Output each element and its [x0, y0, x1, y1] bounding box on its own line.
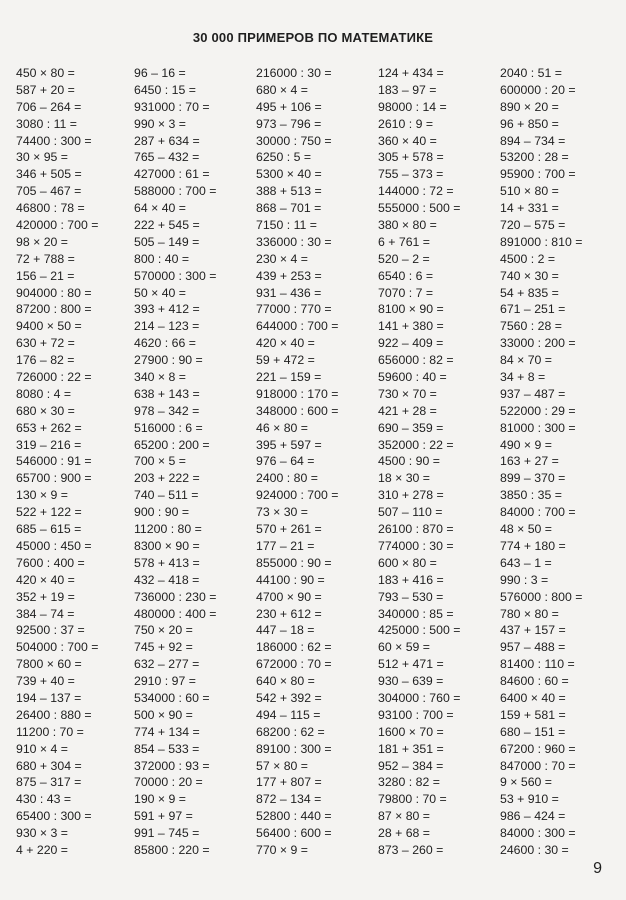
- exercise-item: 74400 : 300 =: [16, 133, 92, 148]
- exercise-item: 690 – 359 =: [378, 420, 444, 435]
- exercise-item: 432 – 418 =: [134, 572, 200, 587]
- exercise-item: 653 + 262 =: [16, 420, 82, 435]
- exercise-item: 348000 : 600 =: [256, 403, 339, 418]
- exercise-item: 194 – 137 =: [16, 690, 82, 705]
- exercise-item: 630 + 72 =: [16, 336, 75, 351]
- exercise-item: 7070 : 7 =: [378, 285, 434, 300]
- exercise-item: 770 × 9 =: [256, 842, 308, 857]
- exercise-item: 872 – 134 =: [256, 792, 322, 807]
- exercise-item: 894 – 734 =: [500, 133, 566, 148]
- exercise-item: 98000 : 14 =: [378, 99, 447, 114]
- exercise-column-5: [500, 65, 582, 859]
- exercise-item: 4500 : 2 =: [500, 251, 556, 266]
- exercise-item: 48 × 50 =: [500, 522, 552, 537]
- exercise-item: 98 × 20 =: [16, 234, 68, 249]
- exercise-item: 3280 : 82 =: [378, 775, 440, 790]
- exercise-item: 230 + 612 =: [256, 606, 322, 621]
- exercise-item: 495 + 106 =: [256, 99, 322, 114]
- exercise-item: 68200 : 62 =: [256, 724, 325, 739]
- exercise-item: 96 – 16 =: [134, 66, 186, 80]
- exercise-item: 214 – 123 =: [134, 319, 200, 334]
- exercise-item: 421 + 28 =: [378, 403, 437, 418]
- exercise-item: 222 + 545 =: [134, 218, 200, 233]
- exercise-item: 643 – 1 =: [500, 555, 552, 570]
- exercise-item: 44100 : 90 =: [256, 572, 325, 587]
- exercise-item: 680 + 304 =: [16, 758, 82, 773]
- exercise-item: 8080 : 4 =: [16, 386, 72, 401]
- exercise-item: 18 × 30 =: [378, 471, 430, 486]
- exercise-item: 937 – 487 =: [500, 386, 566, 401]
- exercise-item: 84600 : 60 =: [500, 674, 569, 689]
- exercise-item: 931 – 436 =: [256, 285, 322, 300]
- exercise-item: 65700 : 900 =: [16, 471, 92, 486]
- exercise-item: 930 × 3 =: [16, 826, 68, 841]
- exercise-item: 141 + 380 =: [378, 319, 444, 334]
- exercise-item: 64 × 40 =: [134, 201, 186, 216]
- exercise-item: 931000 : 70 =: [134, 99, 210, 114]
- exercise-item: 7560 : 28 =: [500, 319, 562, 334]
- exercise-item: 800 : 40 =: [134, 251, 190, 266]
- exercise-column-2: [134, 65, 216, 859]
- exercise-item: 512 + 471 =: [378, 657, 444, 672]
- exercise-item: 372000 : 93 =: [134, 758, 210, 773]
- exercise-item: 542 + 392 =: [256, 690, 322, 705]
- exercise-item: 67200 : 960 =: [500, 741, 576, 756]
- exercise-item: 183 + 416 =: [378, 572, 444, 587]
- exercise-item: 504000 : 700 =: [16, 640, 99, 655]
- exercise-item: 587 + 20 =: [16, 82, 75, 97]
- exercise-item: 855000 : 90 =: [256, 555, 332, 570]
- exercise-item: 957 – 488 =: [500, 640, 566, 655]
- exercise-item: 183 – 97 =: [378, 82, 437, 97]
- exercise-item: 54 + 835 =: [500, 285, 559, 300]
- exercise-item: 216000 : 30 =: [256, 66, 332, 80]
- exercise-item: 578 + 413 =: [134, 555, 200, 570]
- exercise-item: 656000 : 82 =: [378, 353, 454, 368]
- exercise-item: 6540 : 6 =: [378, 268, 434, 283]
- exercise-item: 2610 : 9 =: [378, 116, 434, 131]
- exercise-item: 750 × 20 =: [134, 623, 193, 638]
- exercise-item: 780 × 80 =: [500, 606, 559, 621]
- exercise-item: 4700 × 90 =: [256, 589, 322, 604]
- exercise-item: 352000 : 22 =: [378, 437, 454, 452]
- exercise-item: 680 – 151 =: [500, 724, 566, 739]
- exercise-item: 53200 : 28 =: [500, 150, 569, 165]
- exercise-item: 305 + 578 =: [378, 150, 444, 165]
- exercise-item: 14 + 331 =: [500, 201, 559, 216]
- exercise-item: 680 × 4 =: [256, 82, 308, 97]
- exercise-item: 27900 : 90 =: [134, 353, 203, 368]
- exercise-item: 991 – 745 =: [134, 826, 200, 841]
- exercise-item: 700 × 5 =: [134, 454, 186, 469]
- exercise-item: 56400 : 600 =: [256, 826, 332, 841]
- exercise-item: 52800 : 440 =: [256, 809, 332, 824]
- exercise-item: 181 + 351 =: [378, 741, 444, 756]
- exercise-item: 73 × 30 =: [256, 505, 308, 520]
- exercise-item: 144000 : 72 =: [378, 184, 454, 199]
- exercise-item: 304000 : 760 =: [378, 690, 461, 705]
- exercise-item: 79800 : 70 =: [378, 792, 447, 807]
- exercise-item: 952 – 384 =: [378, 758, 444, 773]
- exercise-item: 59600 : 40 =: [378, 370, 447, 385]
- exercise-item: 346 + 505 =: [16, 167, 82, 182]
- exercise-item: 30 × 95 =: [16, 150, 68, 165]
- exercise-item: 26100 : 870 =: [378, 522, 454, 537]
- exercise-item: 95900 : 700 =: [500, 167, 576, 182]
- exercise-item: 847000 : 70 =: [500, 758, 576, 773]
- exercise-item: 33000 : 200 =: [500, 336, 576, 351]
- exercise-item: 177 – 21 =: [256, 538, 315, 553]
- exercise-item: 6450 : 15 =: [134, 82, 196, 97]
- exercise-item: 384 – 74 =: [16, 606, 75, 621]
- exercise-item: 640 × 80 =: [256, 674, 315, 689]
- exercise-columns: [0, 65, 626, 855]
- exercise-item: 450 × 80 =: [16, 66, 75, 80]
- exercise-item: 176 – 82 =: [16, 353, 75, 368]
- exercise-item: 546000 : 91 =: [16, 454, 92, 469]
- exercise-item: 4 + 220 =: [16, 842, 68, 857]
- exercise-item: 505 – 149 =: [134, 234, 200, 249]
- exercise-item: 672000 : 70 =: [256, 657, 332, 672]
- exercise-item: 340 × 8 =: [134, 370, 186, 385]
- exercise-item: 420 × 40 =: [16, 572, 75, 587]
- exercise-item: 2040 : 51 =: [500, 66, 562, 80]
- exercise-item: 726000 : 22 =: [16, 370, 92, 385]
- exercise-item: 900 : 90 =: [134, 505, 190, 520]
- exercise-item: 2400 : 80 =: [256, 471, 318, 486]
- exercise-item: 65200 : 200 =: [134, 437, 210, 452]
- exercise-item: 516000 : 6 =: [134, 420, 203, 435]
- exercise-item: 740 – 511 =: [134, 488, 199, 503]
- exercise-item: 739 + 40 =: [16, 674, 75, 689]
- exercise-item: 60 × 59 =: [378, 640, 430, 655]
- exercise-item: 774 + 180 =: [500, 538, 566, 553]
- exercise-item: 480000 : 400 =: [134, 606, 217, 621]
- exercise-item: 3080 : 11 =: [16, 116, 77, 131]
- exercise-item: 899 – 370 =: [500, 471, 566, 486]
- exercise-item: 26400 : 880 =: [16, 707, 92, 722]
- exercise-item: 84 × 70 =: [500, 353, 552, 368]
- exercise-item: 437 + 157 =: [500, 623, 566, 638]
- exercise-item: 930 – 639 =: [378, 674, 444, 689]
- exercise-item: 186000 : 62 =: [256, 640, 332, 655]
- exercise-item: 388 + 513 =: [256, 184, 322, 199]
- exercise-item: 494 – 115 =: [256, 707, 321, 722]
- exercise-item: 87 × 80 =: [378, 809, 430, 824]
- exercise-item: 910 × 4 =: [16, 741, 68, 756]
- exercise-item: 230 × 4 =: [256, 251, 308, 266]
- exercise-item: 638 + 143 =: [134, 386, 200, 401]
- exercise-item: 774 + 134 =: [134, 724, 200, 739]
- exercise-item: 7800 × 60 =: [16, 657, 82, 672]
- exercise-item: 30000 : 750 =: [256, 133, 332, 148]
- exercise-item: 447 – 18 =: [256, 623, 315, 638]
- exercise-item: 976 – 64 =: [256, 454, 315, 469]
- exercise-item: 287 + 634 =: [134, 133, 200, 148]
- exercise-item: 53 + 910 =: [500, 792, 559, 807]
- exercise-item: 1600 × 70 =: [378, 724, 444, 739]
- exercise-item: 352 + 19 =: [16, 589, 75, 604]
- exercise-item: 720 – 575 =: [500, 218, 566, 233]
- exercise-item: 124 + 434 =: [378, 66, 444, 80]
- exercise-item: 439 + 253 =: [256, 268, 322, 283]
- exercise-item: 420 × 40 =: [256, 336, 315, 351]
- exercise-item: 427000 : 61 =: [134, 167, 210, 182]
- exercise-item: 510 × 80 =: [500, 184, 559, 199]
- exercise-item: 765 – 432 =: [134, 150, 200, 165]
- exercise-item: 588000 : 700 =: [134, 184, 217, 199]
- exercise-item: 336000 : 30 =: [256, 234, 332, 249]
- exercise-item: 156 – 21 =: [16, 268, 75, 283]
- exercise-item: 130 × 9 =: [16, 488, 68, 503]
- exercise-item: 570000 : 300 =: [134, 268, 217, 283]
- exercise-item: 924000 : 700 =: [256, 488, 339, 503]
- exercise-item: 868 – 701 =: [256, 201, 322, 216]
- exercise-item: 159 + 581 =: [500, 707, 566, 722]
- exercise-item: 203 + 222 =: [134, 471, 200, 486]
- exercise-item: 745 + 92 =: [134, 640, 193, 655]
- exercise-item: 310 + 278 =: [378, 488, 444, 503]
- exercise-item: 46 × 80 =: [256, 420, 308, 435]
- exercise-item: 774000 : 30 =: [378, 538, 454, 553]
- exercise-item: 736000 : 230 =: [134, 589, 217, 604]
- exercise-item: 393 + 412 =: [134, 302, 200, 317]
- exercise-item: 990 : 3 =: [500, 572, 549, 587]
- exercise-item: 177 + 807 =: [256, 775, 322, 790]
- exercise-item: 50 × 40 =: [134, 285, 186, 300]
- exercise-item: 6250 : 5 =: [256, 150, 312, 165]
- exercise-item: 89100 : 300 =: [256, 741, 332, 756]
- exercise-item: 24600 : 30 =: [500, 842, 569, 857]
- exercise-item: 891000 : 810 =: [500, 234, 583, 249]
- exercise-item: 7600 : 400 =: [16, 555, 85, 570]
- exercise-item: 6400 × 40 =: [500, 690, 566, 705]
- exercise-item: 425000 : 500 =: [378, 623, 461, 638]
- exercise-item: 918000 : 170 =: [256, 386, 339, 401]
- exercise-item: 190 × 9 =: [134, 792, 186, 807]
- exercise-item: 65400 : 300 =: [16, 809, 92, 824]
- exercise-item: 4620 : 66 =: [134, 336, 196, 351]
- exercise-column-3: [256, 65, 338, 859]
- exercise-item: 380 × 80 =: [378, 218, 437, 233]
- exercise-item: 793 – 530 =: [378, 589, 444, 604]
- exercise-item: 85800 : 220 =: [134, 842, 210, 857]
- exercise-item: 705 – 467 =: [16, 184, 82, 199]
- exercise-item: 9 × 560 =: [500, 775, 552, 790]
- exercise-item: 600 × 80 =: [378, 555, 437, 570]
- exercise-column-1: [16, 65, 98, 859]
- exercise-item: 163 + 27 =: [500, 454, 559, 469]
- exercise-item: 522 + 122 =: [16, 505, 82, 520]
- exercise-item: 430 : 43 =: [16, 792, 72, 807]
- exercise-item: 46800 : 78 =: [16, 201, 85, 216]
- exercise-item: 11200 : 70 =: [16, 724, 84, 739]
- exercise-item: 570 + 261 =: [256, 522, 322, 537]
- exercise-item: 978 – 342 =: [134, 403, 200, 418]
- exercise-item: 507 – 110 =: [378, 505, 443, 520]
- exercise-item: 9400 × 50 =: [16, 319, 82, 334]
- exercise-item: 319 – 216 =: [16, 437, 82, 452]
- exercise-item: 632 – 277 =: [134, 657, 200, 672]
- exercise-column-4: [378, 65, 460, 859]
- exercise-item: 873 – 260 =: [378, 842, 444, 857]
- exercise-item: 93100 : 700 =: [378, 707, 454, 722]
- exercise-item: 500 × 90 =: [134, 707, 193, 722]
- exercise-item: 96 + 850 =: [500, 116, 559, 131]
- exercise-item: 4500 : 90 =: [378, 454, 440, 469]
- exercise-item: 520 – 2 =: [378, 251, 430, 266]
- exercise-item: 3850 : 35 =: [500, 488, 562, 503]
- exercise-item: 11200 : 80 =: [134, 522, 202, 537]
- exercise-item: 2910 : 97 =: [134, 674, 196, 689]
- exercise-item: 890 × 20 =: [500, 99, 559, 114]
- exercise-item: 84000 : 300 =: [500, 826, 576, 841]
- exercise-item: 340000 : 85 =: [378, 606, 454, 621]
- exercise-item: 45000 : 450 =: [16, 538, 92, 553]
- exercise-item: 59 + 472 =: [256, 353, 315, 368]
- exercise-item: 395 + 597 =: [256, 437, 322, 452]
- exercise-item: 7150 : 11 =: [256, 218, 317, 233]
- exercise-item: 360 × 40 =: [378, 133, 437, 148]
- exercise-item: 6 + 761 =: [378, 234, 430, 249]
- exercise-item: 644000 : 700 =: [256, 319, 339, 334]
- exercise-item: 591 + 97 =: [134, 809, 193, 824]
- exercise-item: 92500 : 37 =: [16, 623, 85, 638]
- exercise-item: 81000 : 300 =: [500, 420, 576, 435]
- exercise-item: 34 + 8 =: [500, 370, 546, 385]
- exercise-item: 740 × 30 =: [500, 268, 559, 283]
- exercise-item: 922 – 409 =: [378, 336, 444, 351]
- exercise-item: 875 – 317 =: [16, 775, 82, 790]
- exercise-item: 87200 : 800 =: [16, 302, 92, 317]
- exercise-item: 84000 : 700 =: [500, 505, 576, 520]
- exercise-item: 221 – 159 =: [256, 370, 322, 385]
- exercise-item: 671 – 251 =: [500, 302, 566, 317]
- exercise-item: 420000 : 700 =: [16, 218, 99, 233]
- exercise-item: 576000 : 800 =: [500, 589, 583, 604]
- exercise-item: 904000 : 80 =: [16, 285, 92, 300]
- exercise-item: 555000 : 500 =: [378, 201, 461, 216]
- exercise-item: 600000 : 20 =: [500, 82, 576, 97]
- exercise-item: 706 – 264 =: [16, 99, 82, 114]
- exercise-item: 854 – 533 =: [134, 741, 200, 756]
- exercise-item: 57 × 80 =: [256, 758, 308, 773]
- exercise-item: 72 + 788 =: [16, 251, 75, 266]
- exercise-item: 81400 : 110 =: [500, 657, 575, 672]
- exercise-item: 755 – 373 =: [378, 167, 444, 182]
- exercise-item: 28 + 68 =: [378, 826, 430, 841]
- exercise-item: 680 × 30 =: [16, 403, 75, 418]
- exercise-item: 730 × 70 =: [378, 386, 437, 401]
- exercise-item: 990 × 3 =: [134, 116, 186, 131]
- exercise-item: 8100 × 90 =: [378, 302, 444, 317]
- exercise-item: 522000 : 29 =: [500, 403, 576, 418]
- page-title: 30 000 ПРИМЕРОВ ПО МАТЕМАТИКЕ: [192, 30, 434, 45]
- exercise-item: 986 – 424 =: [500, 809, 566, 824]
- exercise-item: 685 – 615 =: [16, 522, 82, 537]
- exercise-item: 490 × 9 =: [500, 437, 552, 452]
- page-number: 9: [593, 860, 602, 877]
- exercise-item: 5300 × 40 =: [256, 167, 322, 182]
- exercise-item: 534000 : 60 =: [134, 690, 210, 705]
- exercise-item: 70000 : 20 =: [134, 775, 203, 790]
- exercise-item: 973 – 796 =: [256, 116, 322, 131]
- exercise-item: 8300 × 90 =: [134, 538, 200, 553]
- exercise-item: 77000 : 770 =: [256, 302, 332, 317]
